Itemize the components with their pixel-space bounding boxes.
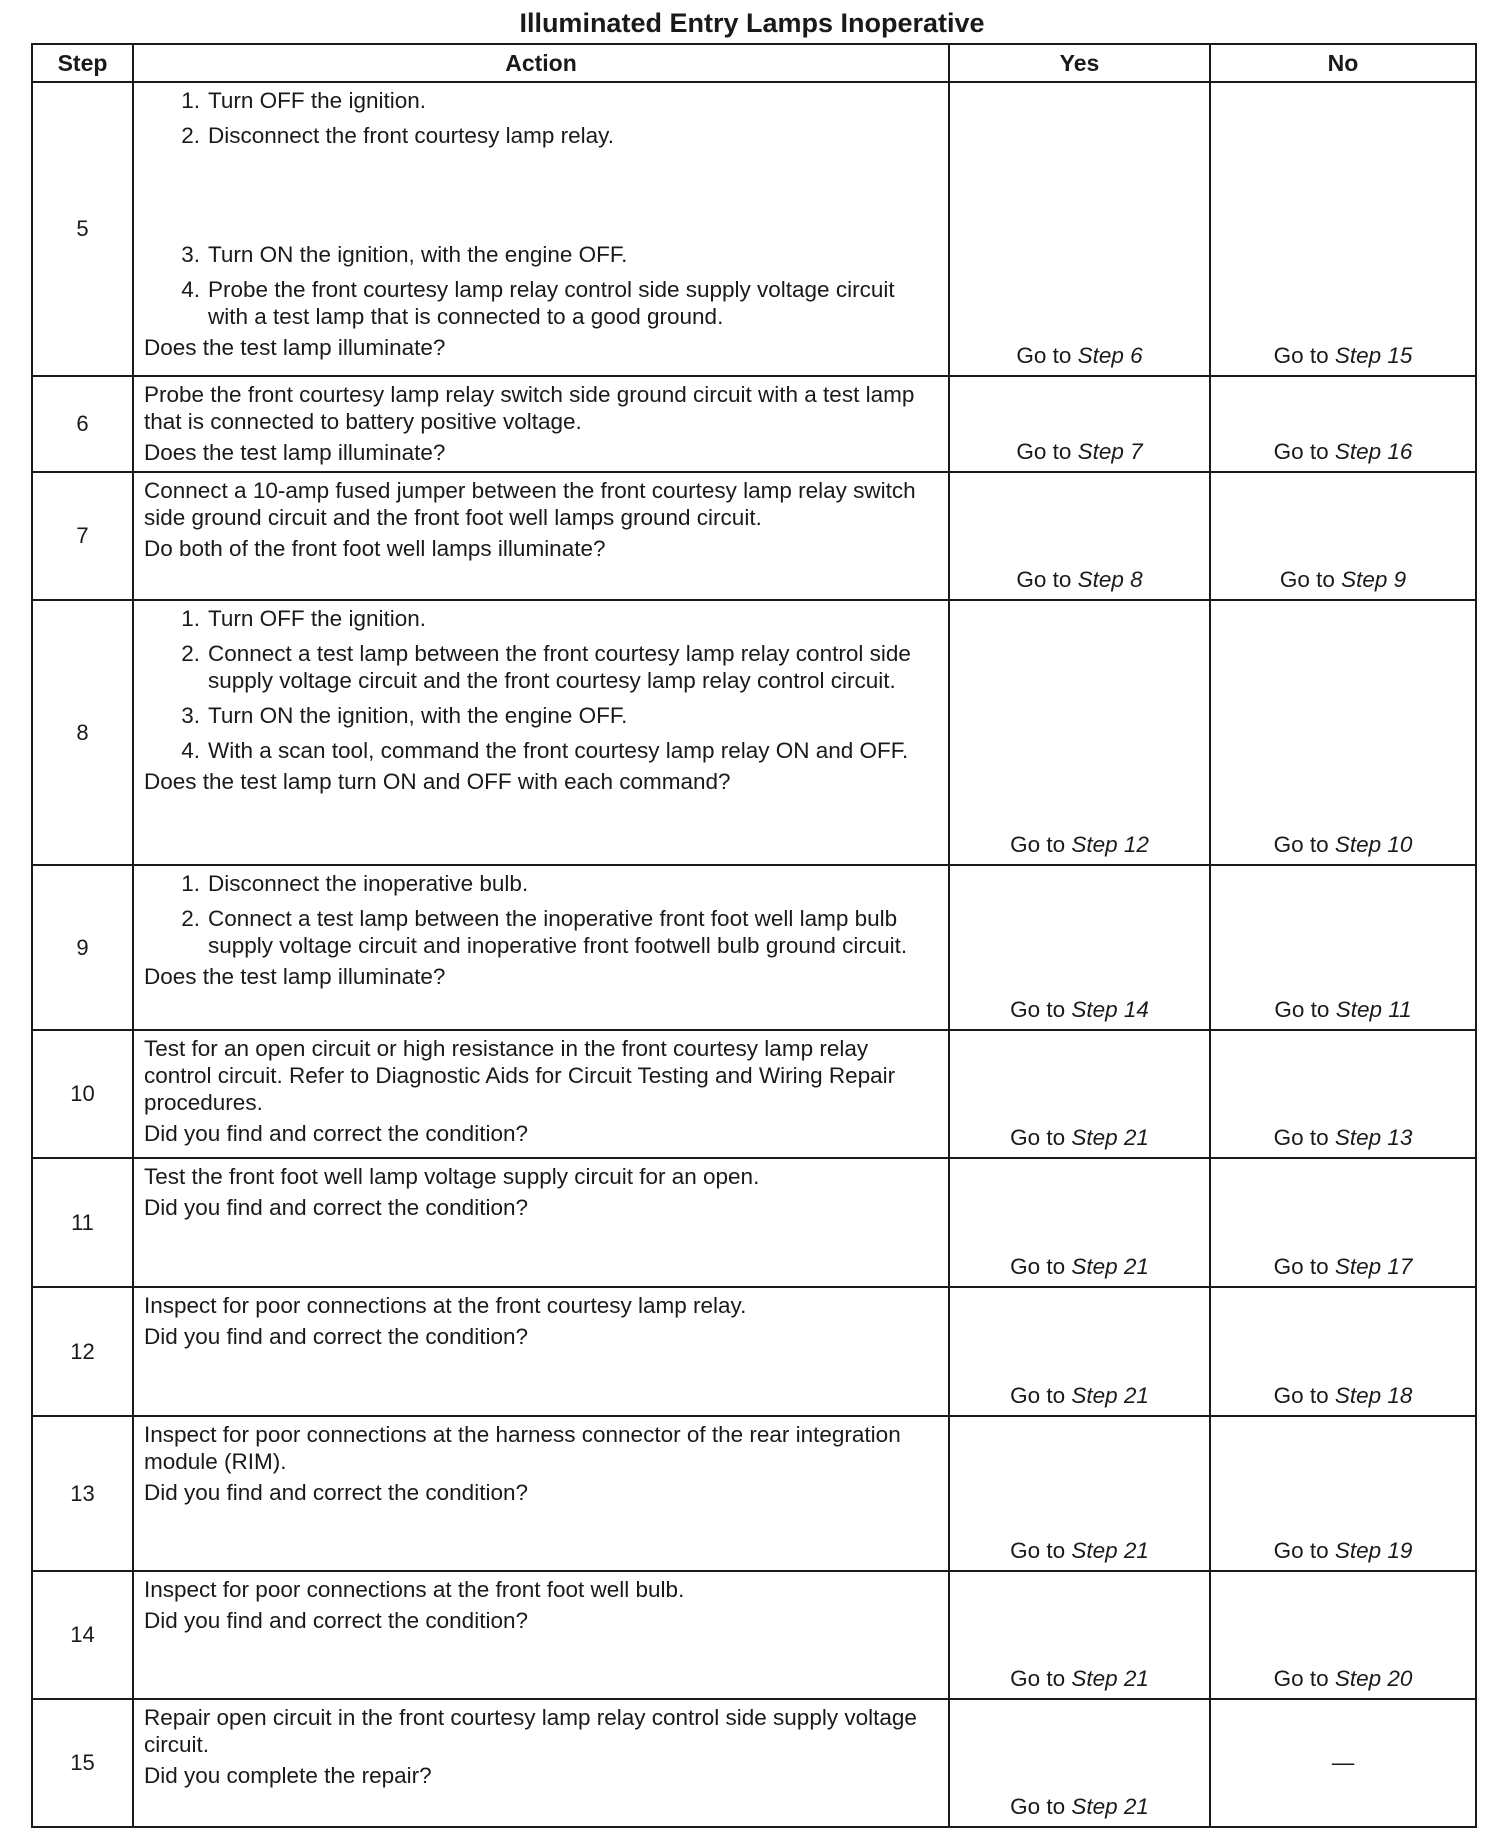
no-result: Go to Step 13 xyxy=(1210,1030,1476,1158)
yes-result: Go to Step 6 xyxy=(949,82,1210,376)
step-number: 14 xyxy=(32,1571,133,1699)
question-text: Did you find and correct the condition? xyxy=(144,1608,528,1633)
step-number: 9 xyxy=(32,865,133,1030)
step-number: 10 xyxy=(32,1030,133,1158)
no-result: Go to Step 9 xyxy=(1210,472,1476,600)
question-text: Does the test lamp illuminate? xyxy=(144,335,446,360)
step-number: 12 xyxy=(32,1287,133,1416)
action-text: Test for an open circuit or high resistance in the front courtesy lamp relay control circuit. Refer to Diagnostic Aids for Circuit Testing and Wiring Repair procedures. xyxy=(144,1036,896,1115)
action-text: Test the front foot well lamp voltage supply circuit for an open. xyxy=(144,1164,760,1189)
list-item: 3. Turn ON the ignition, with the engine OFF. xyxy=(181,242,628,267)
list-item: 1. Turn OFF the ignition. xyxy=(181,606,427,631)
action-cell xyxy=(133,865,949,1030)
list-item: 3. Turn ON the ignition, with the engine OFF. xyxy=(181,703,628,728)
action-cell xyxy=(133,82,949,376)
yes-result: Go to Step 12 xyxy=(949,600,1210,865)
question-text: Do both of the front foot well lamps illuminate? xyxy=(144,536,606,561)
action-text: Inspect for poor connections at the harness connector of the rear integration module (RIM). xyxy=(144,1422,901,1474)
question-text: Did you find and correct the condition? xyxy=(144,1121,528,1146)
action-cell xyxy=(133,1030,949,1158)
action-cell xyxy=(133,472,949,600)
step-number: 8 xyxy=(32,600,133,865)
table-row xyxy=(32,1158,1476,1287)
question-text: Did you find and correct the condition? xyxy=(144,1480,528,1505)
step-number: 7 xyxy=(32,472,133,600)
table-row xyxy=(32,1287,1476,1416)
list-item: 4. With a scan tool, command the front courtesy lamp relay ON and OFF. xyxy=(181,738,909,763)
step-number: 6 xyxy=(32,376,133,472)
yes-result: Go to Step 21 xyxy=(949,1158,1210,1287)
question-text: Does the test lamp illuminate? xyxy=(144,440,446,465)
no-result: Go to Step 17 xyxy=(1210,1158,1476,1287)
header-no: No xyxy=(1210,44,1476,82)
yes-result: Go to Step 21 xyxy=(949,1287,1210,1416)
yes-result: Go to Step 21 xyxy=(949,1571,1210,1699)
no-result xyxy=(1210,1699,1476,1827)
action-cell xyxy=(133,1571,949,1699)
step-number: 13 xyxy=(32,1416,133,1571)
action-cell xyxy=(133,1287,949,1416)
list-item: 2. Connect a test lamp between the front courtesy lamp relay control side supply voltage circuit and the front courtesy lamp relay control circuit. xyxy=(181,641,911,693)
step-number: 15 xyxy=(32,1699,133,1827)
action-cell xyxy=(133,376,949,472)
action-text: Repair open circuit in the front courtesy lamp relay control side supply voltage circuit. xyxy=(144,1705,917,1757)
yes-result: Go to Step 14 xyxy=(949,865,1210,1030)
question-text: Did you find and correct the condition? xyxy=(144,1324,528,1349)
table-row xyxy=(32,1571,1476,1699)
action-cell xyxy=(133,1416,949,1571)
table-row xyxy=(32,1416,1476,1571)
question-text: Did you complete the repair? xyxy=(144,1763,432,1788)
action-text: Probe the front courtesy lamp relay switch side ground circuit with a test lamp that is connected to battery positive voltage. xyxy=(144,382,915,434)
no-result: Go to Step 16 xyxy=(1210,376,1476,472)
table-header-row xyxy=(32,44,1476,82)
list-item: 1. Turn OFF the ignition. xyxy=(181,88,427,113)
table-row xyxy=(32,1030,1476,1158)
yes-result: Go to Step 21 xyxy=(949,1030,1210,1158)
action-text: Inspect for poor connections at the front courtesy lamp relay. xyxy=(144,1293,747,1318)
no-result: Go to Step 11 xyxy=(1210,865,1476,1030)
yes-result: Go to Step 7 xyxy=(949,376,1210,472)
no-result: Go to Step 15 xyxy=(1210,82,1476,376)
action-text: Connect a 10-amp fused jumper between the front courtesy lamp relay switch side ground circuit and the front foot well lamps ground circuit. xyxy=(144,478,916,530)
table-row xyxy=(32,865,1476,1030)
header-action: Action xyxy=(133,44,949,82)
step-number: 5 xyxy=(32,82,133,376)
page-title: Illuminated Entry Lamps Inoperative xyxy=(519,8,985,38)
no-result: Go to Step 10 xyxy=(1210,600,1476,865)
header-step: Step xyxy=(32,44,133,82)
action-cell xyxy=(133,600,949,865)
diagnostic-table xyxy=(31,43,1477,1828)
list-item: 2. Connect a test lamp between the inoperative front foot well lamp bulb supply voltage circuit and inoperative front footwell bulb ground circuit. xyxy=(181,906,908,958)
action-cell xyxy=(133,1158,949,1287)
no-result: Go to Step 19 xyxy=(1210,1416,1476,1571)
list-item: 2. Disconnect the front courtesy lamp relay. xyxy=(181,123,615,148)
table-row xyxy=(32,472,1476,600)
no-dash: — xyxy=(1331,1750,1355,1775)
header-yes: Yes xyxy=(949,44,1210,82)
no-result: Go to Step 20 xyxy=(1210,1571,1476,1699)
question-text: Did you find and correct the condition? xyxy=(144,1195,528,1220)
no-result: Go to Step 18 xyxy=(1210,1287,1476,1416)
yes-result: Go to Step 21 xyxy=(949,1416,1210,1571)
table-row xyxy=(32,1699,1476,1827)
list-item: 1. Disconnect the inoperative bulb. xyxy=(181,871,529,896)
yes-result: Go to Step 8 xyxy=(949,472,1210,600)
table-row xyxy=(32,600,1476,865)
table-row xyxy=(32,376,1476,472)
question-text: Does the test lamp illuminate? xyxy=(144,964,446,989)
action-cell xyxy=(133,1699,949,1827)
question-text: Does the test lamp turn ON and OFF with each command? xyxy=(144,769,731,794)
table-row xyxy=(32,82,1476,376)
yes-result: Go to Step 21 xyxy=(949,1699,1210,1827)
step-number: 11 xyxy=(32,1158,133,1287)
action-text: Inspect for poor connections at the front foot well bulb. xyxy=(144,1577,685,1602)
list-item: 4. Probe the front courtesy lamp relay control side supply voltage circuit with a test lamp that is connected to a good ground. xyxy=(181,277,895,329)
